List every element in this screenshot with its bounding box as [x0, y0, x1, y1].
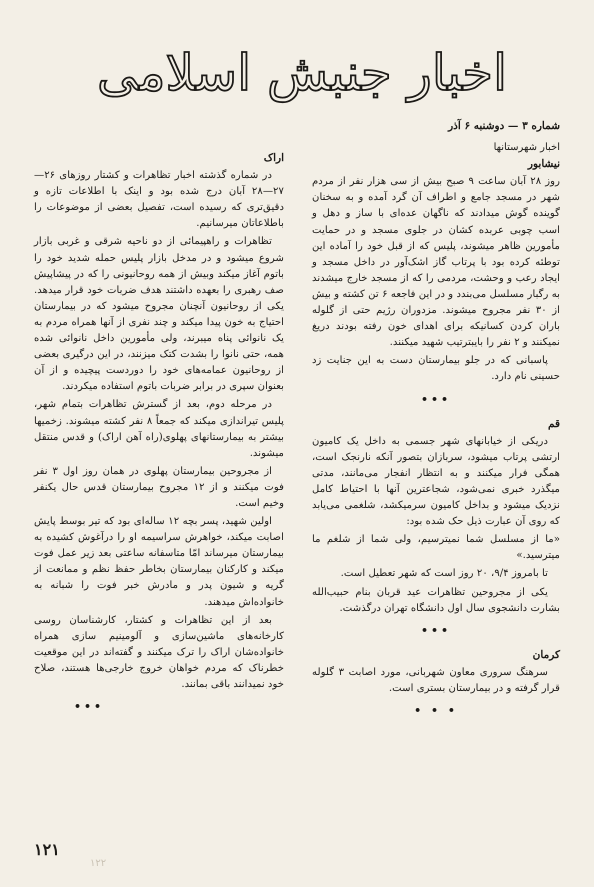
left-column	[34, 150, 284, 723]
masthead-title: اخبار جنبش اسلامی	[97, 44, 507, 102]
right-column	[312, 118, 560, 727]
qom-paragraph: دریکی از خیابانهای شهر جسمی به داخل یک کامیون ارتشی پرتاب میشود، سربازان بتصور آنکه نارنجک است، همگی فرار میکنند و به انتظار انفجار می‌مانند، مدتی میگذرد خبری نمی‌شود، شجاعترین آنها با احتیاط کامل نزدیک میشود و بداخل کامیون سرمیکشد، شلغمی می‌یابد که روی آن عبارت ذیل حک شده بود:	[312, 435, 560, 528]
neyshabur-heading: نیشابور	[527, 158, 560, 171]
qom-quote: «ما از مسلسل شما نمیترسیم، ولی شما از شلغم ما میترسید.»	[312, 534, 560, 562]
arak-heading: اراک	[263, 152, 284, 164]
arak-paragraph-5: اولین شهید، پسر بچه ۱۲ ساله‌ای بود که تیر بوسط پایش اصابت میکند، خواهرش سراسیمه او را درآغوش کشیده به بیمارستان میرساند امّا متاسفانه ساعتی بعد زیر عمل فوت میکند و کارکنان بیمارستان بخاطر حفظ نظم و ممانعت از گریه و شیون پدر و مادرش خبر فوت را شبانه به خانواده‌اش میدهند.	[34, 516, 284, 608]
separator-dots: •••	[74, 700, 105, 714]
neyshabur-paragraph: روز ۲۸ آبان ساعت ۹ صبح بیش از سی هزار نفر از مردم شهر در مسجد جامع و اطراف آن گرد آمده و به سخنان گوینده گوش میدادند که ناگهان عده‌ای با ساز و دهل و اسب چوبی عربده کشان در جلوی مسجد و در حمایت مأمورین ظاهر میشوند، پلیس که از قبل خود را آماده این توطئه کرده بود با پرتاب گاز اشک‌آور در داخل مسجد و ایجاد رعب و وحشت، مردمی را که از مسجد خارج میشدند به رگبار مسلسل می‌بندد و در این فاجعه ۶ تن کشته و بیش از ۳۰ نفر مجروح میشوند. مزدوران رژیم حتی از گلوله باران کردن کسانیکه برای اهدای خون رفته بودند دریغ نمیکنند و ۲ نفر را بایبترتیب شهید میکنند.	[312, 176, 560, 349]
qom-paragraph-2: تا بامروز ۹/۴، ۲۰ روز است که شهر تعطیل است.	[340, 568, 548, 580]
kerman-heading: کرمان	[532, 648, 560, 661]
separator-dots: •••	[420, 623, 452, 637]
neyshabur-paragraph-2: پاسبانی که در جلو بیمارستان دست به این جنایت زد حسینی نام دارد.	[312, 355, 560, 383]
masthead	[62, 30, 542, 116]
kerman-paragraph: سرهنگ سروری معاون شهربانی، مورد اصابت ۳ گلوله قرار گرفته و در بیمارستان بستری است.	[312, 666, 560, 694]
separator-dots: • • •	[414, 704, 458, 718]
arak-paragraph-3: در مرحله دوم، بعد از گسترش تظاهرات بتمام شهر، پلیس تیراندازی میکند که جمعاً ۸ نفر کشته میشوند. زخمیها بیشتر به بیمارستانهای پهلوی(راه آهن اراک) و قدس منتقل میشوند.	[34, 399, 285, 459]
bleed-through-text: ۱۲۲	[90, 858, 107, 869]
qom-paragraph-3: یکی از مجروحین تظاهرات عید قربان بنام حبیب‌الله بشارت دانشجوی سال اول دانشگاه تهران درگذشت.	[312, 586, 560, 614]
arak-paragraph-2: تظاهرات و راهپیمائی از دو ناحیه شرقی و غربی بازار شروع میشود و در مدخل بازار پلیس حمله شدید خود را باتوم آغاز میکند وبیش از همه روحانیونی را که در پیشاپیش صف رهبری را بعهده داشتند هدف ضربات خود قرار میدهد. یکی از روحانیون آنچنان مجروح میشود که در بیمارستان احتیاج به خون پیدا میکند و چند نفری از آنها همراه مردم به یک نانوائی پناه میبرند، ولی مأمورین داخل نانوائی شده همه، حتی نانوا را بشدت کتک میزنند، در این درگیری بعضی از روحانیون عمامه‌های خود را دوردست پیچیده و از آن بعنوان سپری در برابر ضربات باتوم استفاده میکردند.	[34, 236, 284, 393]
page-number: ۱۲۱	[34, 840, 60, 859]
arak-paragraph: در شماره گذشته اخبار تظاهرات و کشتار روزهای ۲۶—۲۷—۲۸ آبان درج شده بود و اینک با اطلاعات تازه و دقیق‌تری که رسیده است، تفصیل بعضی از موضوعات را باطلاعاتان میرسانیم.	[34, 170, 284, 230]
issue-line: شماره ۳ — دوشنبه ۶ آذر	[448, 120, 560, 132]
arak-paragraph-6: بعد از این تظاهرات و کشتار، کارشناسان روسی کارخانه‌های ماشین‌سازی و آلومینیم سازی همراه خانواده‌شان اراک را ترک میکنند و گفته‌اند در این موقعیت خطرناک که مردم خواهان خروج خارجی‌ها هستند، صلاح خود نمیدانند باقی بمانند.	[34, 614, 284, 690]
section-heading: اخبار شهرستانها	[493, 142, 560, 154]
qom-heading: قم	[547, 417, 560, 430]
arak-paragraph-4: از مجروحین بیمارستان پهلوی در همان روز اول ۳ نفر فوت میکنند و از ۱۲ مجروح بیمارستان قدس حال یکنفر وخیم است.	[34, 465, 284, 509]
separator-dots: •••	[420, 392, 452, 406]
